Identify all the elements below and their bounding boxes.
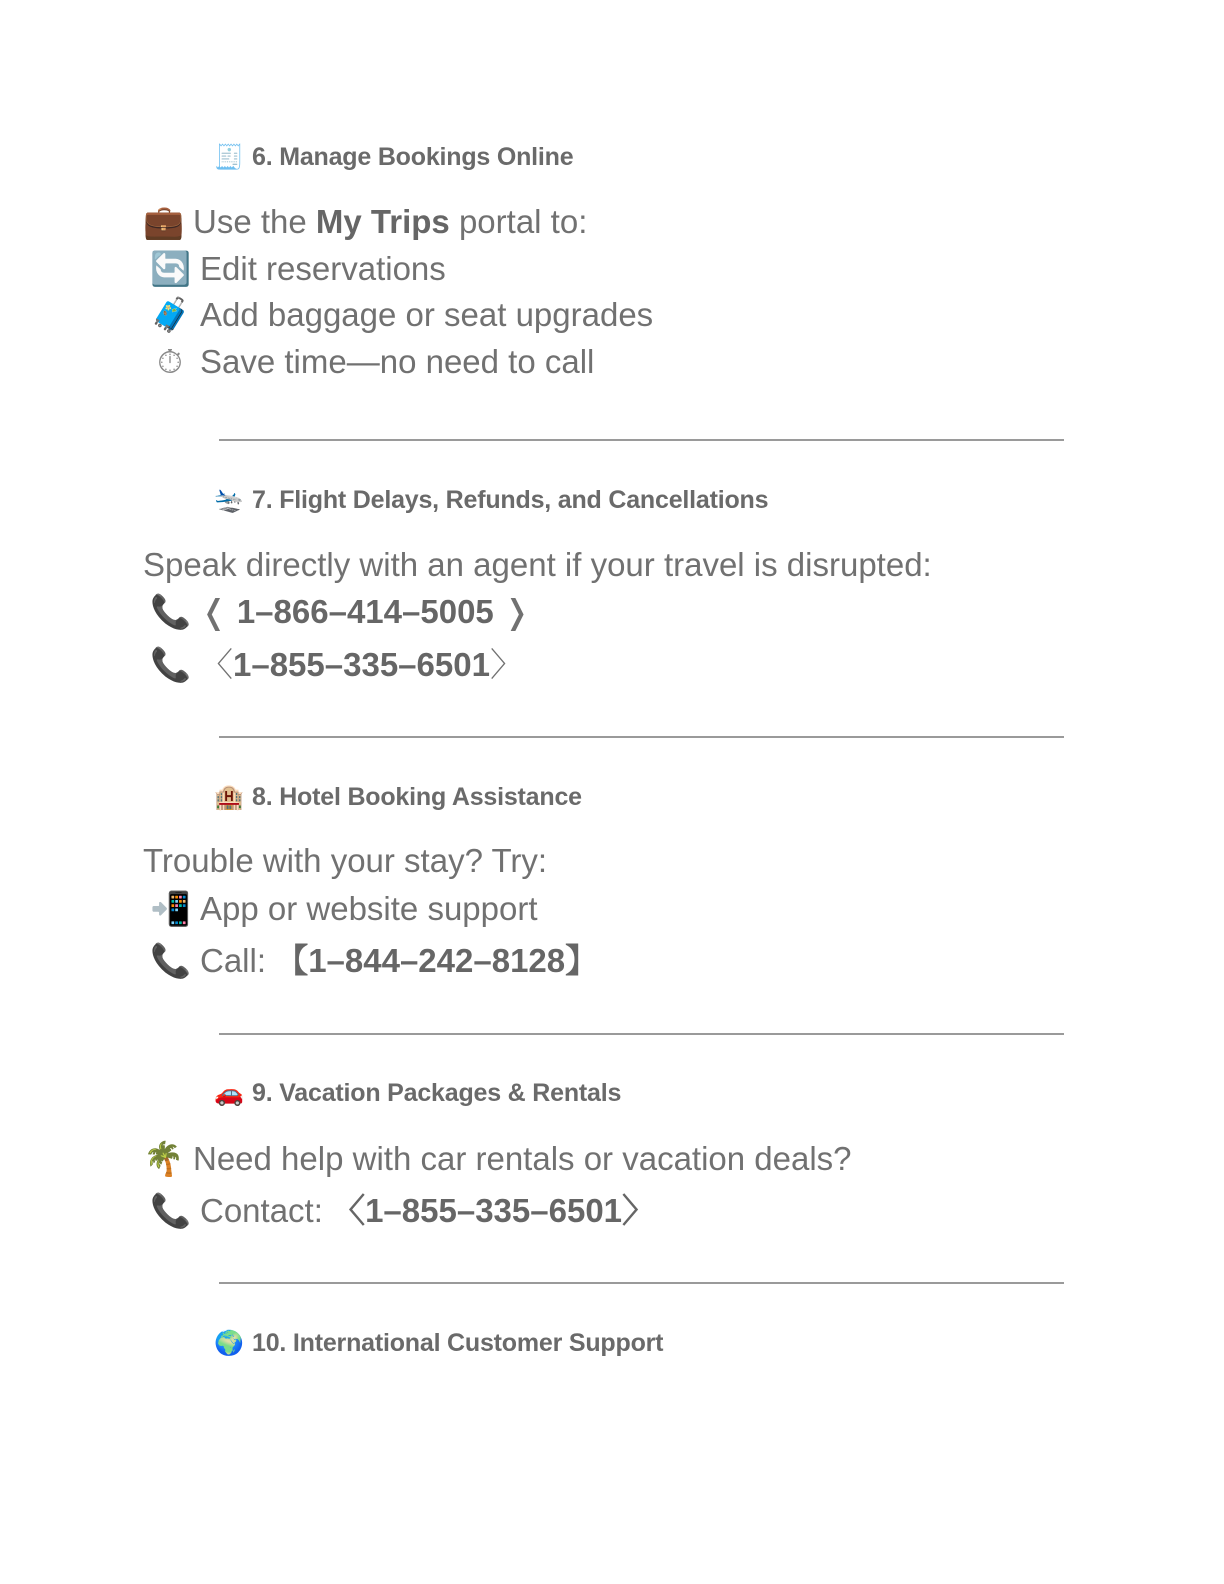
car-icon: 🚗 <box>214 1079 244 1107</box>
list-item: 🧳 Add baggage or seat upgrades <box>150 295 654 334</box>
phone-line: 📞 ❬ 1–866–414–5005 ❭ <box>150 592 531 631</box>
phone-number[interactable]: 1–866–414–5005 <box>236 593 494 630</box>
my-trips-intro: 💼 Use the My Trips portal to: <box>143 202 588 241</box>
phone-number[interactable]: 【1–844–242–8128】 <box>275 942 599 979</box>
divider <box>219 736 1064 738</box>
hotel-icon: 🏨 <box>214 783 244 811</box>
phone-icon: 📞 <box>150 1191 192 1230</box>
section-6-heading: 🧾 6. Manage Bookings Online <box>214 143 574 171</box>
stopwatch-icon: ⏱ <box>157 342 183 381</box>
list-item: ⏱ Save time—no need to call <box>150 342 594 382</box>
phone-icon: 📞 <box>150 941 192 980</box>
briefcase-icon: 💼 <box>143 202 185 241</box>
cycle-arrows-icon: 🔄 <box>150 249 192 288</box>
airplane-icon: 🛬 <box>214 486 244 514</box>
divider <box>219 1282 1064 1284</box>
section-10-heading: 🌍 10. International Customer Support <box>214 1329 664 1357</box>
hotel-intro: Trouble with your stay? Try: <box>143 842 548 879</box>
section-7-heading: 🛬 7. Flight Delays, Refunds, and Cancellations <box>214 486 769 514</box>
phone-number[interactable]: 1–855–335–6501 <box>233 646 490 683</box>
palm-tree-icon: 🌴 <box>143 1139 185 1178</box>
phone-line: 📞 〈1–855–335–6501〉 <box>150 645 523 684</box>
mobile-arrow-icon: 📲 <box>150 889 192 928</box>
phone-line: 📞 Contact: 〈1–855–335–6501〉 <box>150 1191 656 1230</box>
vacation-intro: 🌴 Need help with car rentals or vacation deals? <box>143 1139 852 1178</box>
list-item: 📲 App or website support <box>150 889 538 928</box>
agent-intro: Speak directly with an agent if your travel is disrupted: <box>143 546 932 583</box>
section-9-heading: 🚗 9. Vacation Packages & Rentals <box>214 1079 622 1107</box>
section-8-heading: 🏨 8. Hotel Booking Assistance <box>214 783 582 811</box>
phone-icon: 📞 <box>150 592 192 631</box>
receipt-icon: 🧾 <box>214 143 244 171</box>
phone-icon: 📞 <box>150 645 192 684</box>
globe-icon: 🌍 <box>214 1329 244 1357</box>
divider <box>219 1033 1064 1035</box>
luggage-icon: 🧳 <box>150 295 192 334</box>
my-trips-link-text: My Trips <box>315 203 450 240</box>
divider <box>219 439 1064 441</box>
phone-line: 📞 Call: 【1–844–242–8128】 <box>150 941 599 980</box>
phone-number[interactable]: 〈1–855–335–6501〉 <box>332 1192 656 1229</box>
list-item: 🔄 Edit reservations <box>150 249 446 288</box>
